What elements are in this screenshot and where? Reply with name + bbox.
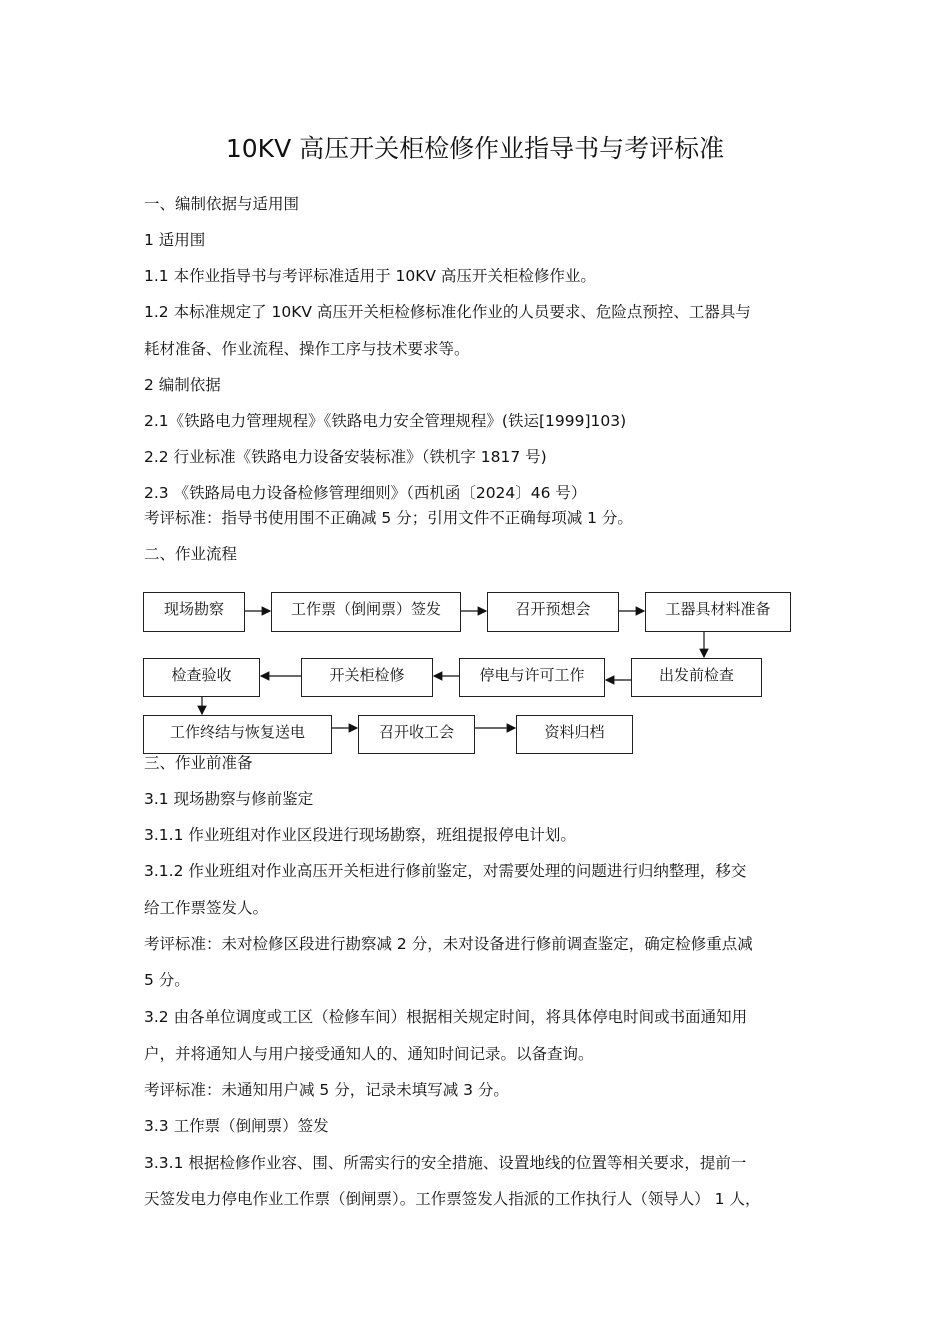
section-heading-2: 二、作业流程 [144, 545, 238, 563]
section-heading-1: 一、编制依据与适用围 [144, 195, 300, 213]
paragraph-3-1-2-cont: 给工作票签发人。 [144, 899, 269, 917]
flow-step-pre-meeting: 召开预想会 [487, 592, 619, 632]
assessment-standard-1: 考评标准：指导书使用围不正确减 5 分；引用文件不正确每项减 1 分。 [144, 509, 633, 527]
document-title: 10KV 高压开关柜检修作业指导书与考评标准 [225, 134, 725, 163]
paragraph-3-1-2: 3.1.2 作业班组对作业高压开关柜进行修前鉴定，对需要处理的问题进行归纳整理，移交 [144, 862, 747, 880]
paragraph-2-3: 2.3 《铁路局电力设备检修管理细则》（西机函〔2024〕46 号） [144, 484, 587, 502]
subsection-heading-3-3: 3.3 工作票（倒闸票）签发 [144, 1117, 329, 1135]
paragraph-3-2: 3.2 由各单位调度或工区（检修车间）根据相关规定时间，将具体停电时间或书面通知用 [144, 1008, 748, 1026]
paragraph-3-3-1-cont: 天签发电力停电作业工作票（倒闸票）。工作票签发人指派的工作执行人（领导人） 1 人， [144, 1190, 761, 1208]
subsection-heading-1: 1 适用围 [144, 231, 206, 249]
paragraph-2-2: 2.2 行业标准《铁路电力设备安装标准》（铁机字 1817 号) [144, 448, 547, 466]
flow-step-inspection: 检查验收 [143, 658, 260, 697]
paragraph-3-3-1: 3.3.1 根据检修作业容、围、所需实行的安全措施、设置地线的位置等相关要求，提前一 [144, 1154, 747, 1172]
flow-step-restore-power: 工作终结与恢复送电 [143, 715, 332, 754]
assessment-standard-2-cont: 5 分。 [144, 971, 190, 989]
paragraph-1-1: 1.1 本作业指导书与考评标准适用于 10KV 高压开关柜检修作业。 [144, 267, 596, 285]
flow-step-power-off: 停电与许可工作 [459, 658, 605, 697]
assessment-standard-3: 考评标准：未通知用户减 5 分，记录未填写减 3 分。 [144, 1081, 509, 1099]
paragraph-1-2: 1.2 本标准规定了 10KV 高压开关柜检修标准化作业的人员要求、危险点预控、工器具与 [144, 303, 751, 321]
flow-step-tools-prep: 工器具材料准备 [645, 592, 791, 632]
flow-step-archive: 资料归档 [516, 715, 633, 754]
paragraph-3-1-1: 3.1.1 作业班组对作业区段进行现场勘察，班组提报停电计划。 [144, 826, 576, 844]
paragraph-1-2-cont: 耗材准备、作业流程、操作工序与技术要求等。 [144, 340, 470, 358]
section-heading-3: 三、作业前准备 [144, 754, 253, 772]
flow-step-site-survey: 现场勘察 [143, 592, 245, 632]
paragraph-3-2-cont: 户，并将通知人与用户接受通知人的、通知时间记录。以备查询。 [144, 1045, 594, 1063]
subsection-heading-2: 2 编制依据 [144, 376, 221, 394]
assessment-standard-2: 考评标准：未对检修区段进行勘察减 2 分，未对设备进行修前调查鉴定，确定检修重点减 [144, 935, 753, 953]
flow-step-work-ticket: 工作票（倒闸票）签发 [271, 592, 461, 632]
subsection-heading-3-1: 3.1 现场勘察与修前鉴定 [144, 790, 314, 808]
paragraph-2-1: 2.1《铁路电力管理规程》《铁路电力安全管理规程》(铁运[1999]103) [144, 412, 627, 430]
flow-step-departure-check: 出发前检查 [631, 658, 762, 697]
flow-step-cabinet-repair: 开关柜检修 [301, 658, 433, 697]
flow-step-closing-meeting: 召开收工会 [358, 715, 475, 754]
